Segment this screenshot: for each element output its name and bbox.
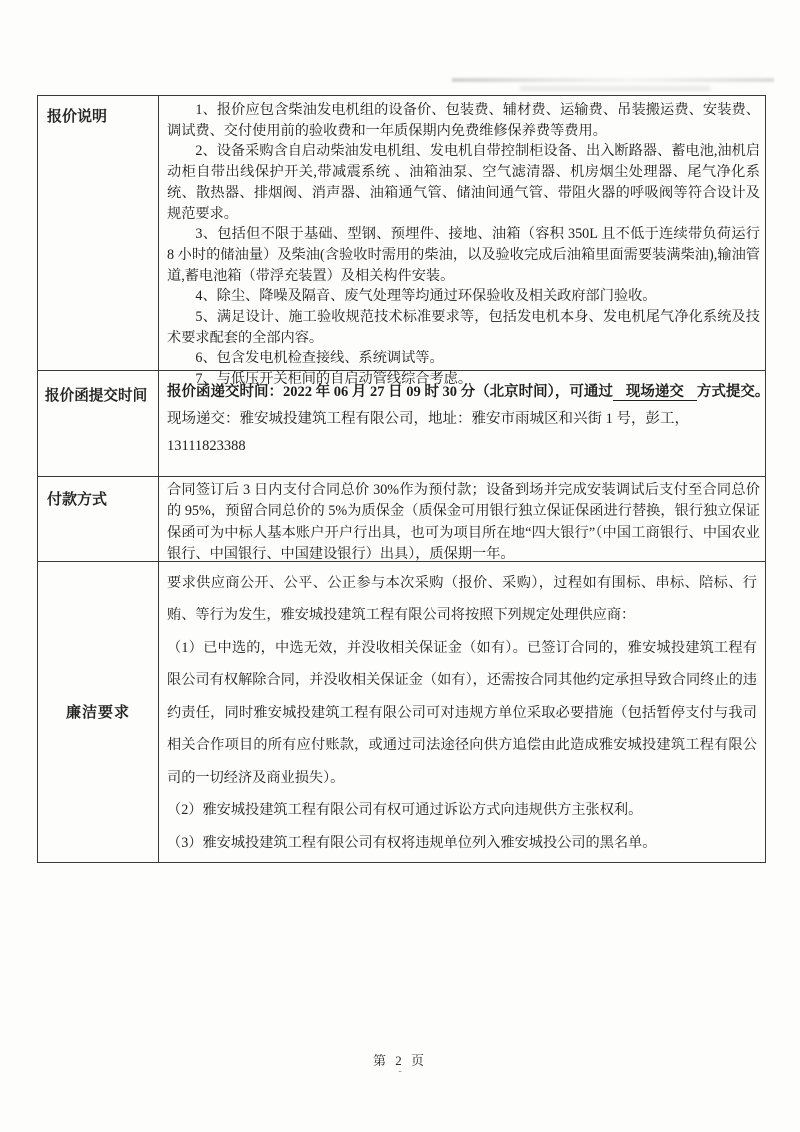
table-row-quotation-notes — [38, 96, 766, 371]
scan-mark: - — [398, 1066, 402, 1077]
paragraph: （2）雅安城投建筑工程有限公司有权可通过诉讼方式向违规供方主张权利。 — [167, 802, 643, 819]
paragraph: 7、与低压开关柜间的自启动管线综合考虑。 — [195, 371, 473, 388]
paragraph: 3、包括但不限于基础、型钢、预埋件、接地、油箱（容积 350L 且不低于连续带负荷运行 8 小时的储油量）及柴油(含验收时需用的柴油，以及验收完成后油箱里面需要装满柴油),输油管道,蓄电池箱（带浮充装置）及相关构件安装。 — [167, 226, 760, 284]
paragraph: 1、报价应包含柴油发电机组的设备价、包装费、辅材费、运输费、吊装搬运费、安装费、调试费、交付使用前的验收费和一年质保期内免费维修保养费等费用。 — [167, 102, 760, 139]
payment-terms-cell — [159, 476, 766, 561]
submission-time-cell — [159, 371, 770, 477]
paragraph: 要求供应商公开、公平、公正参与本次采购（报价、采购），过程如有围标、串标、陪标、行贿、等行为发生，雅安城投建筑工程有限公司将按照下列规定处理供应商： — [167, 574, 757, 624]
submission-method-underlined: 现场递交 — [613, 384, 697, 401]
row-label-quotation-notes: 报价说明 — [38, 96, 159, 371]
table-row-submission-time — [38, 371, 766, 477]
submission-deadline-line — [167, 379, 770, 406]
deadline-text: 报价函递交时间：2022 年 06 月 27 日 09 时 30 分（北京时间），可通过 — [167, 384, 613, 401]
submission-address-line: 现场递交：雅安城投建筑工程有限公司，地址：雅安市雨城区和兴街 1 号，彭工，13111823388 — [167, 411, 689, 455]
paragraph: （1）已中选的，中选无效，并没收相关保证金（如有）。已签订合同的，雅安城投建筑工程有限公司有权解除合同，并没收相关保证金（如有），还需按合同其他约定承担导致合同终止的违约责任，同时雅安城投建筑工程有限公司可对违规方单位采取必要措施（包括暂停支付与我司相关合作项目的所有应付账款，或通过司法途径向供方追偿由此造成雅安城投建筑工程有限公司的一切经济及商业损失）。 — [167, 639, 757, 786]
page-number: 第 2 页 — [372, 1053, 427, 1068]
table-row-integrity-requirements — [38, 561, 766, 862]
payment-terms-text — [159, 477, 765, 563]
quotation-info-table — [37, 95, 770, 863]
paragraph: 2、设备采购含自启动柴油发电机组、发电机自带控制柜设备、出入断路器、蓄电池,油机启动柜自带出线保护开关,带减震系统 、油箱油泵、空气滤清器、机房烟尘处理器、尾气净化系统、散热器、排烟阀、消声器、油箱通气管、储油间通气管、带阻火器的呼吸阀等符合设计及规范要求。 — [167, 143, 760, 222]
paragraph: 合同签订后 3 日内支付合同总价 30%作为预付款；设备到场并完成安装调试后支付至合同总价的 95%，预留合同总价的 5%为质保金（质保金可用银行独立保证保函进行替换，银行独立保证保函可为中标人基本账户开户行出具，也可为项目所在地“四大银行”（中国工商银行、中国农业银行、中国银行、中国建设银行）出具），质保期一年。 — [167, 481, 760, 563]
integrity-requirements-text — [159, 562, 765, 860]
scan-smudge — [452, 78, 774, 82]
paragraph: （3）雅安城投建筑工程有限公司有权将违规单位列入雅安城投公司的黑名单。 — [167, 834, 657, 851]
table-row-payment-terms — [38, 476, 766, 561]
paragraph: 5、满足设计、施工验收规范技术标准要求等，包括发电机本身、发电机尾气净化系统及技术要求配套的全部内容。 — [167, 309, 760, 346]
paragraph: 4、除尘、降噪及隔音、废气处理等均通过环保验收及相关政府部门验收。 — [195, 288, 657, 305]
row-label-submission-time: 报价函提交时间 — [38, 371, 159, 477]
paragraph: 6、包含发电机检查接线、系统调试等。 — [195, 350, 444, 367]
quotation-notes-cell — [159, 96, 766, 388]
deadline-suffix: 方式提交。 — [696, 384, 770, 401]
submission-time-text — [159, 371, 770, 475]
row-label-integrity-requirements: 廉洁要求 — [38, 561, 159, 862]
row-label-payment-terms: 付款方式 — [38, 476, 159, 561]
scan-smudge — [520, 86, 710, 91]
integrity-requirements-cell — [159, 561, 766, 862]
quotation-notes-text — [159, 96, 765, 388]
